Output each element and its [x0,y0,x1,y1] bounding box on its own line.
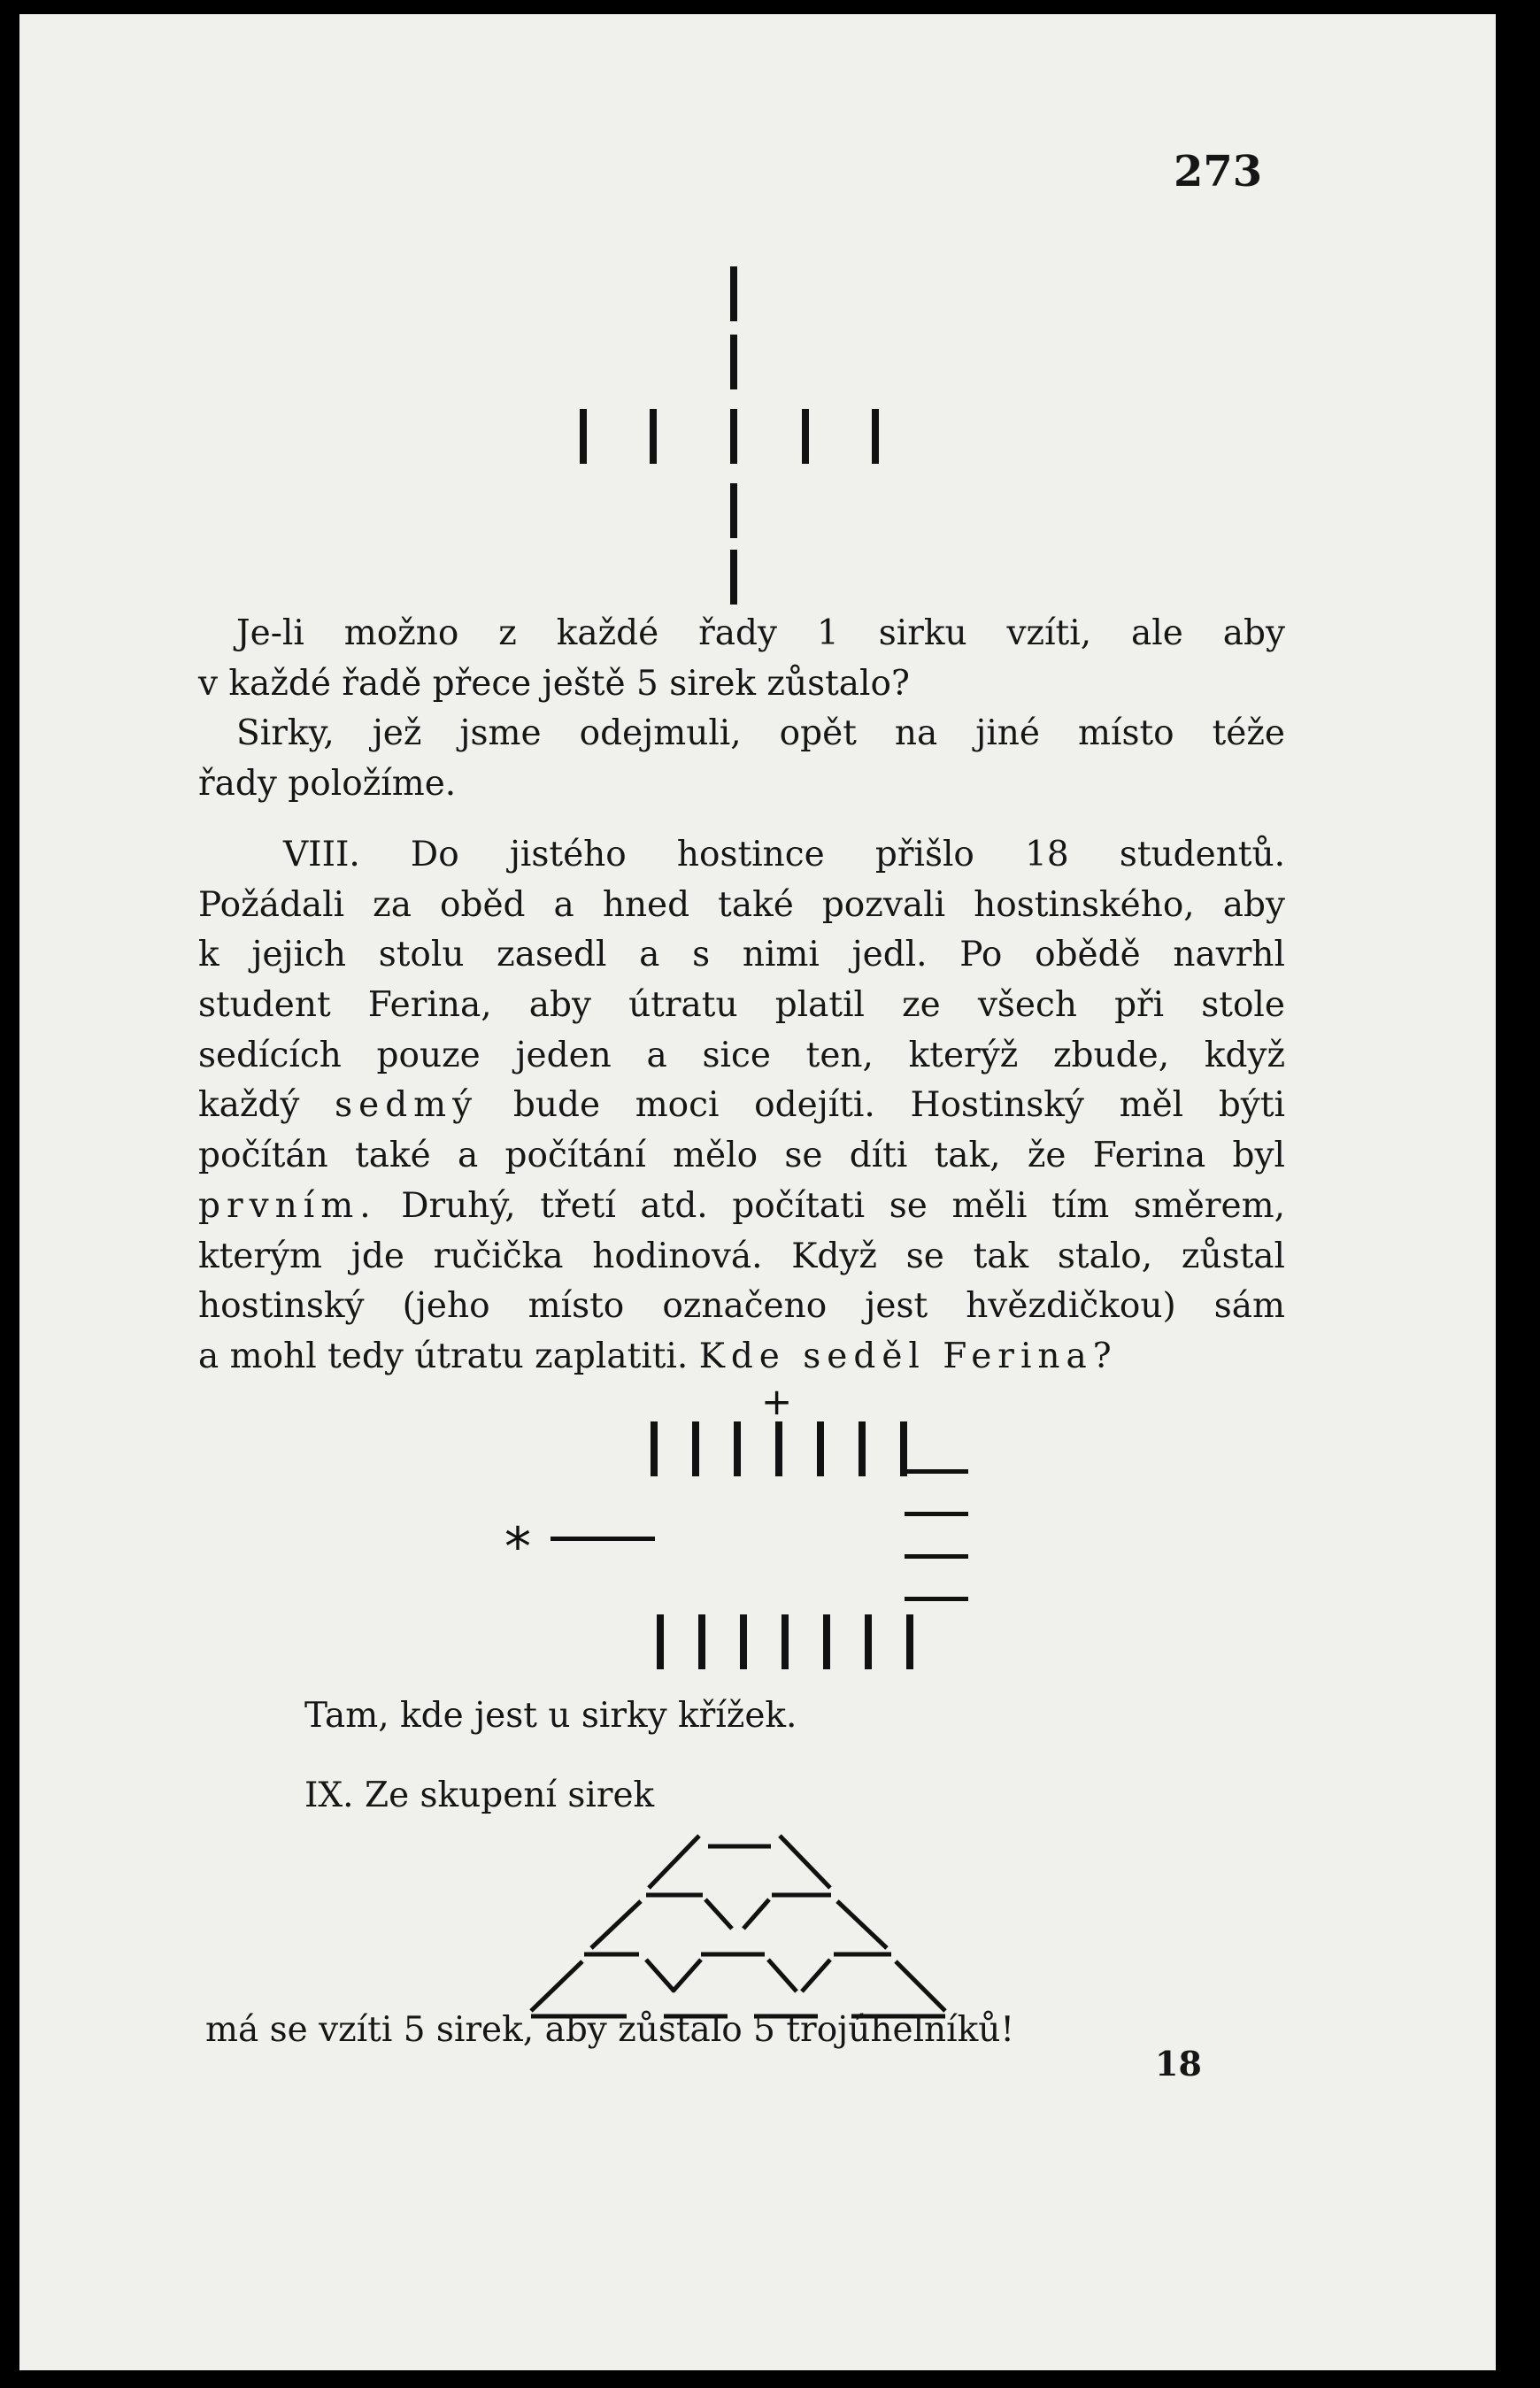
text-line: prvním. Druhý, třetí atd. počítati se měli tím směrem, [198,1185,1285,1226]
star-mark: * [504,1516,531,1578]
text-line: Je-li možno z každé řady 1 sirku vzíti, ale aby [236,613,1285,653]
problem-9-intro: IX. Ze skupení sirek [304,1776,655,1815]
text-line: kterým jde ručička hodinová. Když se tak stalo, zůstal [198,1236,1285,1276]
text-line: řady položíme. [198,763,457,804]
text-line: počítán také a počítání mělo se díti tak, že Ferina byl [198,1136,1285,1176]
text-line: sedících pouze jeden a sice ten, kterýž zbude, když [198,1035,1285,1075]
text-line: VIII. Do jistého hostince přišlo 18 studentů. [283,835,1285,874]
text-line: Požádali za oběd a hned také pozvali hostinského, aby [198,884,1285,925]
text-line: v každé řadě přece ještě 5 sirek zůstalo? [198,663,910,704]
answer-problem-8: Tam, kde jest u sirky křížek. [304,1696,797,1736]
text-line: a mohl tedy útratu zaplatiti. Kde seděl Ferina? [198,1336,1118,1376]
text-line: k jejich stolu zasedl a s nimi jedl. Po obědě navrhl [198,935,1285,975]
text-line: hostinský (jeho místo označeno jest hvězdičkou) sám [198,1286,1285,1327]
text-line: každý sedmý bude moci odejíti. Hostinský měl býti [198,1085,1285,1126]
book-page [19,14,1496,2370]
cross-mark: + [761,1380,793,1423]
page-number: 273 [1174,147,1263,196]
signature-mark: 18 [1155,2044,1202,2084]
text-line: Sirky, jež jsme odejmuli, opět na jiné místo téže [236,713,1285,753]
spaced-emphasis: Kde seděl Ferina? [698,1336,1118,1376]
spaced-emphasis: sedmý [335,1085,479,1126]
text-line: student Ferina, aby útratu platil ze všech při stole [198,985,1285,1026]
spaced-emphasis: prvním. [198,1185,377,1226]
problem-9-question: má se vzíti 5 sirek, aby zůstalo 5 trojúhelníků! [205,2010,1015,2050]
